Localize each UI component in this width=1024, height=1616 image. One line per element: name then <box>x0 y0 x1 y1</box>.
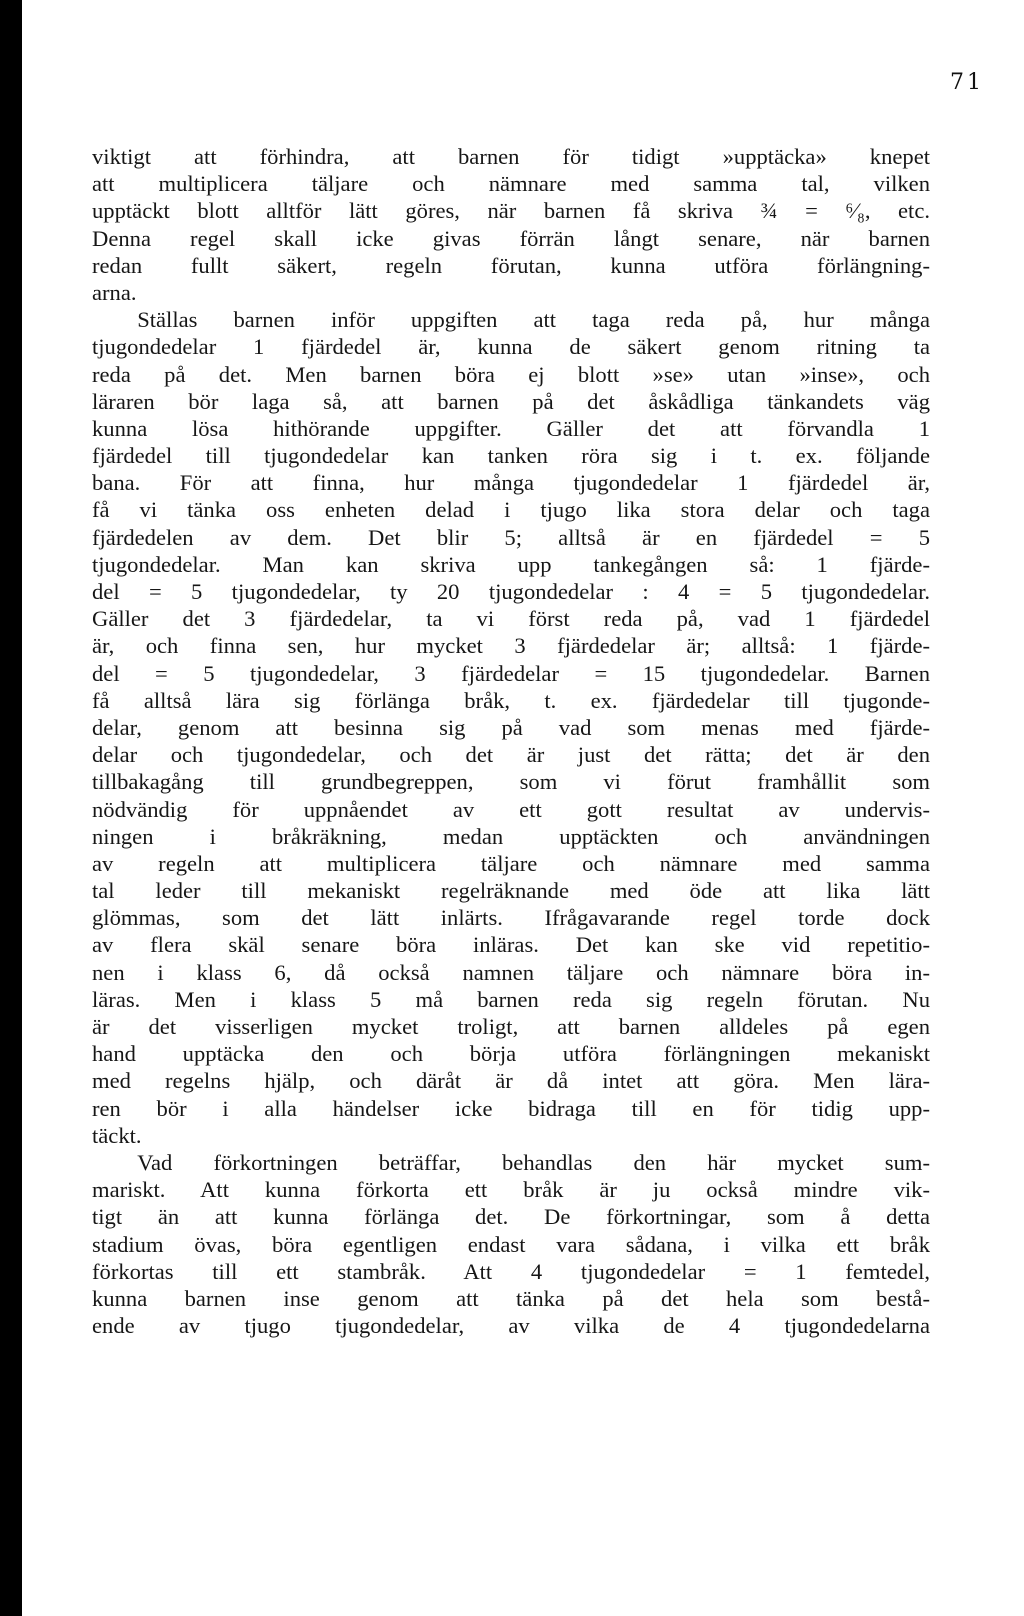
text-line: Vad förkortningen beträffar, behandlas den här mycket sum- <box>92 1149 930 1175</box>
text-line: förkortas till ett stambråk. Att 4 tjugondedelar = 1 femtedel, <box>92 1258 930 1284</box>
text-line: redan fullt säkert, regeln förutan, kunna utföra förlängning- <box>92 252 930 278</box>
text-line: av flera skäl senare böra inläras. Det kan ske vid repetitio- <box>92 932 930 958</box>
text-line: av regeln att multiplicera täljare och nämnare med samma <box>92 850 930 876</box>
text-line: viktigt att förhindra, att barnen för tidigt »upptäcka» knepet <box>92 144 930 169</box>
text-line: bana. För att finna, hur många tjugondedelar 1 fjärdedel är, <box>92 470 930 496</box>
text-line: hand upptäcka den och börja utföra förlängningen mekaniskt <box>92 1041 930 1067</box>
text-line: del = 5 tjugondedelar, ty 20 tjugondedelar : 4 = 5 tjugondedelar. <box>92 579 930 604</box>
text-line: tillbakagång till grundbegreppen, som vi förut framhållit som <box>92 769 930 795</box>
text-line: upptäckt blott alltför lätt göres, när barnen få skriva ¾ = ⁶⁄₈, etc. <box>92 198 930 224</box>
text-line: tigt än att kunna förlänga det. De förkortningar, som å detta <box>92 1204 930 1230</box>
text-line: tjugondedelar 1 fjärdedel är, kunna de säkert genom ritning ta <box>92 334 930 360</box>
text-line: få vi tänka oss enheten delad i tjugo lika stora delar och taga <box>92 497 930 523</box>
text-line: Gäller det 3 fjärdedelar, ta vi först reda på, vad 1 fjärdedel <box>92 606 930 632</box>
text-line: tal leder till mekaniskt regelräknande med öde att lika lätt <box>92 878 930 904</box>
text-line: att multiplicera täljare och nämnare med samma tal, vilken <box>92 171 930 197</box>
text-line: nödvändig för uppnåendet av ett gott resultat av undervis- <box>92 796 930 822</box>
text-line: tjugondedelar. Man kan skriva upp tankegången så: 1 fjärde- <box>92 551 930 577</box>
text-line: Denna regel skall icke givas förrän långt senare, när barnen <box>92 225 930 251</box>
text-line: fjärdedelen av dem. Det blir 5; alltså är en fjärdedel = 5 <box>92 524 930 550</box>
text-line: är det visserligen mycket troligt, att barnen alldeles på egen <box>92 1014 930 1039</box>
text-line: ren bör i alla händelser icke bidraga till en för tidig upp- <box>92 1095 930 1121</box>
page-number: 71 <box>950 70 984 95</box>
text-line: med regelns hjälp, och däråt är då intet att göra. Men lära- <box>92 1068 930 1094</box>
text-line: stadium övas, böra egentligen endast vara sådana, i vilka ett bråk <box>92 1231 930 1257</box>
text-line: delar, genom att besinna sig på vad som menas med fjärde- <box>92 714 930 740</box>
text-line: nen i klass 6, då också namnen täljare och nämnare böra in- <box>92 959 930 985</box>
text-line: arna. <box>92 279 137 305</box>
text-line: få alltså lära sig förlänga bråk, t. ex. fjärdedelar till tjugonde- <box>92 687 930 713</box>
text-line: delar och tjugondedelar, och det är just det rätta; det är den <box>92 742 930 768</box>
text-line: Ställas barnen inför uppgiften att taga reda på, hur många <box>92 307 930 333</box>
text-line: fjärdedel till tjugondedelar kan tanken röra sig i t. ex. följande <box>92 443 930 469</box>
text-line: glömmas, som det lätt inlärts. Ifrågavarande regel torde dock <box>92 905 930 931</box>
scan-edge-bar <box>10 740 18 1120</box>
scan-edge-bar <box>10 35 18 205</box>
document-page <box>22 0 1024 1616</box>
text-line: reda på det. Men barnen böra ej blott »se» utan »inse», och <box>92 361 930 387</box>
text-line: ende av tjugo tjugondedelar, av vilka de 4 tjugondedelarna <box>92 1313 930 1339</box>
body-text <box>92 143 930 1339</box>
scan-edge-bar <box>10 1360 18 1590</box>
text-line: ningen i bråkräkning, medan upptäckten och användningen <box>92 823 930 849</box>
text-line: kunna lösa hithörande uppgifter. Gäller det att förvandla 1 <box>92 415 930 441</box>
text-line: kunna barnen inse genom att tänka på det hela som bestå- <box>92 1285 930 1311</box>
text-line: täckt. <box>92 1122 142 1148</box>
text-line: är, och finna sen, hur mycket 3 fjärdedelar är; alltså: 1 fjärde- <box>92 633 930 659</box>
text-line: läraren bör laga så, att barnen på det åskådliga tänkandets väg <box>92 388 930 414</box>
text-line: läras. Men i klass 5 må barnen reda sig regeln förutan. Nu <box>92 986 930 1012</box>
text-line: del = 5 tjugondedelar, 3 fjärdedelar = 15 tjugondedelar. Barnen <box>92 660 930 686</box>
text-line: mariskt. Att kunna förkorta ett bråk är ju också mindre vik- <box>92 1177 930 1203</box>
